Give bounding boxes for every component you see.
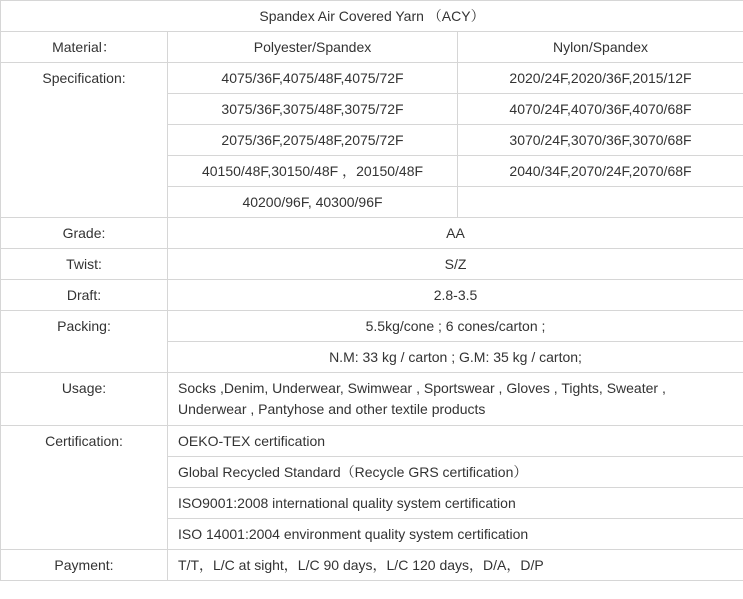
twist-label: Twist: bbox=[1, 249, 168, 280]
spec-cell: 2075/36F,2075/48F,2075/72F bbox=[168, 125, 458, 156]
twist-value: S/Z bbox=[168, 249, 743, 280]
material-polyester-spandex: Polyester/Spandex bbox=[168, 32, 458, 63]
spec-cell: 4070/24F,4070/36F,4070/68F bbox=[458, 94, 743, 125]
payment-label: Payment: bbox=[1, 550, 168, 581]
certification-label: Certification: bbox=[1, 426, 168, 550]
grade-row bbox=[1, 218, 743, 249]
twist-row bbox=[1, 249, 743, 280]
spec-cell: 2020/24F,2020/36F,2015/12F bbox=[458, 63, 743, 94]
packing-line: N.M: 33 kg / carton ; G.M: 35 kg / carton; bbox=[168, 342, 743, 373]
spec-cell: 3075/36F,3075/48F,3075/72F bbox=[168, 94, 458, 125]
spec-cell: 40150/48F,30150/48F ，20150/48F bbox=[168, 156, 458, 187]
usage-label: Usage: bbox=[1, 373, 168, 426]
grade-value: AA bbox=[168, 218, 743, 249]
material-nylon-spandex: Nylon/Spandex bbox=[458, 32, 743, 63]
spec-cell-empty bbox=[458, 187, 743, 218]
certification-item: OEKO-TEX certification bbox=[168, 426, 743, 457]
material-row bbox=[1, 32, 743, 63]
packing-row bbox=[1, 311, 743, 342]
packing-line: 5.5kg/cone ; 6 cones/carton ; bbox=[168, 311, 743, 342]
certification-row bbox=[1, 426, 743, 457]
material-label: Material： bbox=[1, 32, 168, 63]
grade-label: Grade: bbox=[1, 218, 168, 249]
packing-label: Packing: bbox=[1, 311, 168, 373]
payment-value: T/T，L/C at sight，L/C 90 days，L/C 120 days，D/A，D/P bbox=[168, 550, 743, 581]
draft-label: Draft: bbox=[1, 280, 168, 311]
spec-cell: 4075/36F,4075/48F,4075/72F bbox=[168, 63, 458, 94]
usage-value: Socks ,Denim, Underwear, Swimwear , Sportswear , Gloves , Tights, Sweater , Underwear , Pantyhose and other textile products bbox=[168, 373, 743, 426]
title-row bbox=[1, 1, 743, 32]
usage-row bbox=[1, 373, 743, 426]
spec-cell: 3070/24F,3070/36F,3070/68F bbox=[458, 125, 743, 156]
draft-value: 2.8-3.5 bbox=[168, 280, 743, 311]
spec-cell: 40200/96F, 40300/96F bbox=[168, 187, 458, 218]
draft-row bbox=[1, 280, 743, 311]
certification-item: ISO 14001:2004 environment quality system certification bbox=[168, 519, 743, 550]
certification-item: ISO9001:2008 international quality system certification bbox=[168, 488, 743, 519]
certification-item: Global Recycled Standard（Recycle GRS certification） bbox=[168, 457, 743, 488]
table-title: Spandex Air Covered Yarn （ACY） bbox=[1, 1, 743, 32]
payment-row bbox=[1, 550, 743, 581]
specification-label: Specification: bbox=[1, 63, 168, 218]
specification-row bbox=[1, 63, 743, 94]
spec-cell: 2040/34F,2070/24F,2070/68F bbox=[458, 156, 743, 187]
